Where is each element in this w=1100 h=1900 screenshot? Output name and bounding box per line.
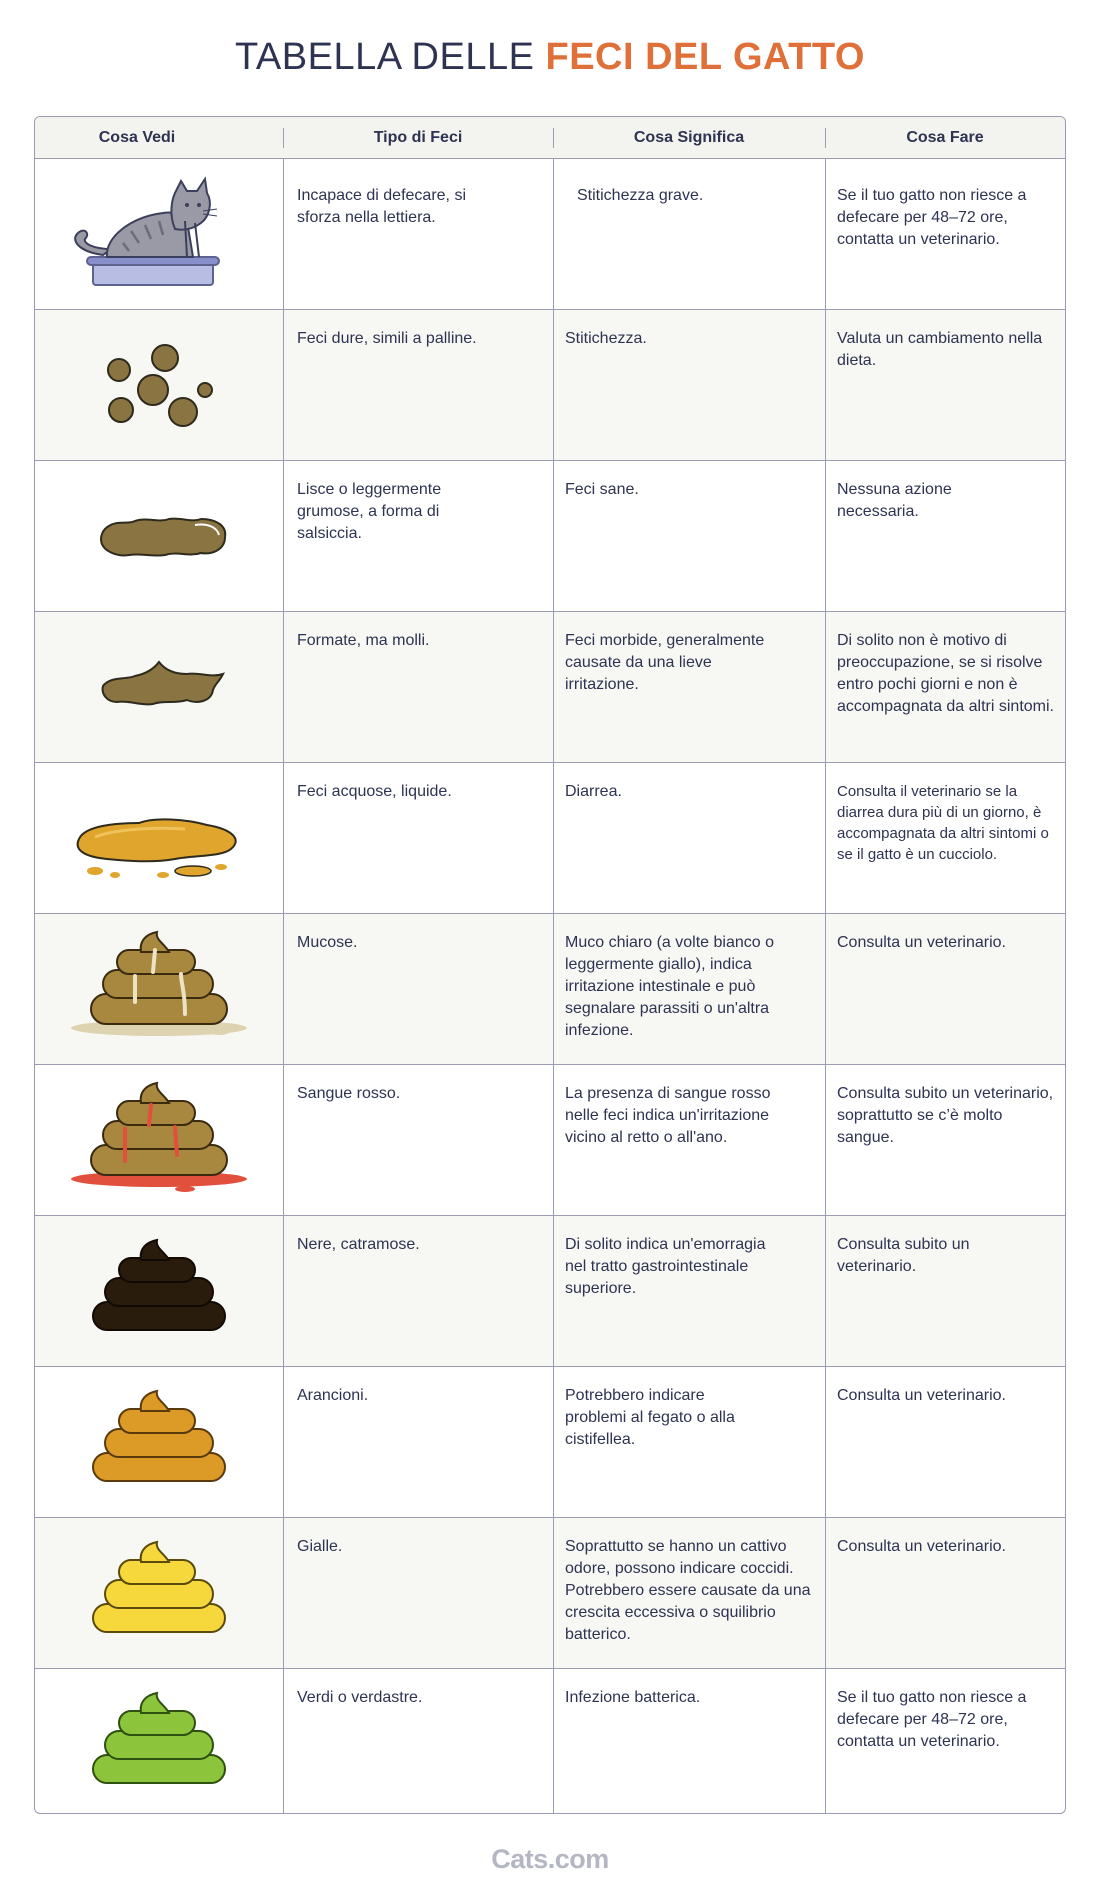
stool-action: Consulta subito un veterinario, soprattutto se c’è molto sangue.: [837, 1085, 1054, 1146]
green-stool-icon: [35, 1669, 283, 1814]
footer-logo: Cats.com: [491, 1844, 609, 1874]
column-divider: [553, 159, 554, 309]
table-header: [35, 117, 1065, 159]
stool-meaning: Soprattutto se hanno un cattivo odore, possono indicare coccidi. Potrebbero essere causate da una crescita eccessiva o squilibrio batterico.: [565, 1538, 811, 1643]
stool-meaning: Di solito indica un'emorragia nel tratto gastrointestinale superiore.: [565, 1236, 766, 1297]
column-divider: [825, 159, 826, 309]
column-divider: [825, 461, 826, 611]
cat-straining-litter-box-icon: [35, 159, 283, 310]
stool-type: Mucose.: [297, 934, 358, 951]
stool-meaning: Muco chiaro (a volte bianco o leggermente giallo), indica irritazione intestinale e può segnalare parassiti o un'altra infezione.: [565, 934, 774, 1039]
table-row: [35, 1065, 1065, 1216]
column-divider: [283, 1669, 284, 1814]
mucus-stool-icon: [35, 914, 283, 1065]
table-row: [35, 763, 1065, 914]
stool-meaning: Feci sane.: [565, 481, 639, 498]
stool-type: Formate, ma molli.: [297, 632, 430, 649]
column-divider: [283, 1367, 284, 1517]
yellow-stool-icon: [35, 1518, 283, 1669]
table-row: [35, 914, 1065, 1065]
stool-action: Consulta un veterinario.: [837, 1387, 1006, 1404]
watery-stool-puddle-icon: [35, 763, 283, 914]
column-divider: [553, 1216, 554, 1366]
column-divider: [825, 914, 826, 1064]
stool-meaning: Feci morbide, generalmente causate da una lieve irritazione.: [565, 632, 765, 693]
stool-type: Feci dure, simili a palline.: [297, 330, 477, 347]
stool-action: Consulta un veterinario.: [837, 1538, 1006, 1555]
stool-type: Sangue rosso.: [297, 1085, 401, 1102]
column-divider: [825, 1518, 826, 1668]
table-row: [35, 310, 1065, 461]
stool-action: Se il tuo gatto non riesce a defecare per 48–72 ore, contatta un veterinario.: [837, 1689, 1027, 1750]
stool-meaning: La presenza di sangue rosso nelle feci indica un'irritazione vicino al retto o all'ano.: [565, 1085, 771, 1146]
stool-meaning: Diarrea.: [565, 783, 622, 800]
column-divider: [283, 1065, 284, 1215]
column-divider: [825, 1216, 826, 1366]
column-divider: [283, 1518, 284, 1668]
black-tarry-stool-icon: [35, 1216, 283, 1367]
column-divider: [553, 1518, 554, 1668]
column-divider: [283, 310, 284, 460]
column-divider: [283, 461, 284, 611]
stool-action: Valuta un cambiamento nella dieta.: [837, 330, 1043, 369]
table-row: [35, 1216, 1065, 1367]
table-row: [35, 1669, 1065, 1814]
stool-type: Arancioni.: [297, 1387, 369, 1404]
table-row: [35, 612, 1065, 763]
stool-action: Consulta il veterinario se la diarrea dura più di un giorno, è accompagnata da altri sintomi o se il gatto è un cucciolo.: [837, 783, 1049, 863]
stool-action: Consulta subito un veterinario.: [837, 1236, 970, 1275]
stool-meaning: Stitichezza.: [565, 330, 647, 347]
title-part-2: FECI DEL GATTO: [545, 36, 865, 78]
soft-formed-stool-icon: [35, 612, 283, 763]
stool-meaning: Potrebbero indicare problemi al fegato o alla cistifellea.: [565, 1387, 735, 1448]
stool-type: Nere, catramose.: [297, 1236, 420, 1253]
stool-action: Di solito non è motivo di preoccupazione, se si risolve entro pochi giorni e non è accompagnata da altri sintomi.: [837, 632, 1054, 715]
column-divider: [553, 763, 554, 913]
column-divider: [553, 461, 554, 611]
column-divider: [825, 612, 826, 762]
header-cosa-significa: Cosa Significa: [633, 129, 745, 146]
column-divider: [825, 310, 826, 460]
stool-meaning: Infezione batterica.: [565, 1689, 701, 1706]
column-divider: [283, 1216, 284, 1366]
hard-pellet-stool-icon: [35, 310, 283, 461]
sausage-stool-icon: [35, 461, 283, 612]
column-divider: [553, 914, 554, 1064]
bloody-stool-icon: [35, 1065, 283, 1216]
stool-type: Verdi o verdastre.: [297, 1689, 423, 1706]
column-divider: [825, 1065, 826, 1215]
stool-type: Feci acquose, liquide.: [297, 783, 452, 800]
stool-chart-table: [34, 116, 1066, 1814]
column-divider: [825, 1669, 826, 1814]
title-part-1: TABELLA DELLE: [235, 36, 535, 78]
column-divider: [825, 1367, 826, 1517]
table-row: [35, 461, 1065, 612]
stool-meaning: Stitichezza grave.: [577, 187, 704, 204]
table-row: [35, 159, 1065, 310]
stool-type: Lisce o leggermente grumose, a forma di salsiccia.: [297, 481, 442, 542]
header-cosa-fare: Cosa Fare: [906, 129, 984, 146]
table-row: [35, 1367, 1065, 1518]
stool-action: Consulta un veterinario.: [837, 934, 1006, 951]
stool-action: Nessuna azione necessaria.: [837, 481, 952, 520]
column-divider: [283, 914, 284, 1064]
column-divider: [553, 612, 554, 762]
header-cosa-vedi: Cosa Vedi: [98, 129, 176, 146]
column-divider: [553, 1367, 554, 1517]
header-tipo-di-feci: Tipo di Feci: [373, 129, 463, 146]
stool-type: Gialle.: [297, 1538, 343, 1555]
column-divider: [553, 1669, 554, 1814]
stool-type: Incapace di defecare, si sforza nella lettiera.: [297, 187, 466, 226]
orange-stool-icon: [35, 1367, 283, 1518]
table-row: [35, 1518, 1065, 1669]
stool-action: Se il tuo gatto non riesce a defecare per 48–72 ore, contatta un veterinario.: [837, 187, 1027, 248]
column-divider: [283, 612, 284, 762]
column-divider: [825, 763, 826, 913]
column-divider: [553, 310, 554, 460]
column-divider: [553, 1065, 554, 1215]
column-divider: [283, 763, 284, 913]
page-title: [0, 36, 1100, 79]
column-divider: [283, 159, 284, 309]
